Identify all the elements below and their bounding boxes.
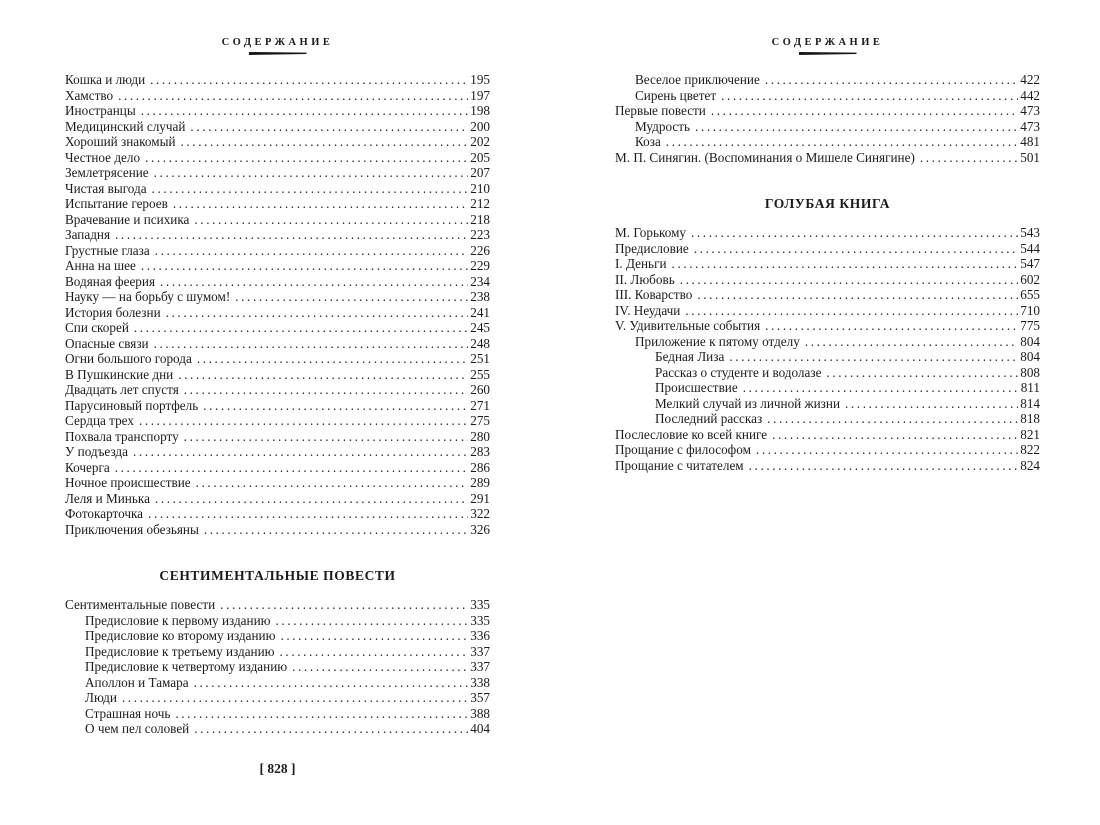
toc-entry-title: Предисловие к третьему изданию: [85, 643, 275, 659]
toc-entry-title: Рассказ о студенте и водолазе: [655, 364, 822, 380]
dot-leader: [694, 241, 1018, 257]
toc-entry-title: Предисловие к первому изданию: [85, 612, 271, 628]
toc-entry-page: 544: [1020, 240, 1040, 256]
toc-entry-title: Хамство: [65, 87, 114, 103]
toc-entry-page: 337: [470, 659, 490, 674]
dot-leader: [691, 225, 1018, 241]
toc-entry-page: 202: [470, 134, 490, 149]
toc-entry: [615, 380, 1040, 396]
toc-entry-title: Землетрясение: [65, 165, 149, 180]
toc-entry-page: 195: [470, 72, 490, 87]
toc-entry-title: IV. Неудачи: [615, 302, 681, 318]
page-header-right: [615, 36, 1040, 55]
toc-entry: [65, 196, 490, 212]
toc-entry-title: Сентиментальные повести: [65, 597, 216, 612]
page-number-footer: [ 828 ]: [259, 761, 296, 776]
toc-entry: [65, 613, 490, 629]
toc-entry: [615, 365, 1040, 381]
toc-entry-page: 326: [470, 521, 490, 537]
toc-entry: [65, 72, 490, 88]
dot-leader: [767, 411, 1018, 427]
dot-leader: [194, 212, 468, 228]
toc-entry-title: У подъезда: [65, 444, 128, 459]
toc-entry-title: Двадцать лет спустя: [65, 382, 179, 397]
toc-entry-title: О чем пел соловей: [85, 721, 190, 736]
toc-entry-title: Сирень цветет: [635, 87, 717, 103]
toc-sections-right: [615, 72, 1040, 473]
toc-entry-title: Похвала транспорту: [65, 428, 179, 444]
toc-entry: [615, 241, 1040, 257]
toc-entry-page: 814: [1020, 395, 1040, 411]
toc-entry-title: III. Коварство: [615, 287, 693, 302]
toc-entry-title: Люди: [85, 690, 117, 705]
toc-entry-page: 501: [1020, 149, 1040, 165]
toc-entry: [65, 491, 490, 507]
toc-entry: [65, 690, 490, 706]
toc-entry-title: Последний рассказ: [655, 411, 763, 426]
toc-entry-page: 337: [470, 643, 490, 659]
toc-entry-title: Парусиновый портфель: [65, 397, 199, 413]
toc-entry-page: 442: [1020, 87, 1040, 103]
toc-entry-page: 473: [1020, 103, 1040, 118]
toc-entry-page: 241: [470, 304, 490, 320]
toc-entry-title: Предисловие: [615, 240, 689, 256]
toc-entry-title: Фотокарточка: [65, 506, 144, 521]
dot-leader: [122, 690, 468, 706]
dot-leader: [292, 659, 468, 675]
toc-entry: [65, 675, 490, 691]
toc-entry: [615, 427, 1040, 443]
toc-entry: [615, 334, 1040, 350]
toc-entry-title: Предисловие к четвертому изданию: [85, 659, 288, 674]
toc-entry: [65, 351, 490, 367]
toc-entry-title: Кошка и люди: [65, 72, 146, 87]
toc-entry-title: М. П. Синягин. (Воспоминания о Мишеле Синягине): [615, 149, 915, 165]
toc-entry: [615, 88, 1040, 104]
toc-entry-title: Медицинский случай: [65, 118, 186, 134]
toc-entry-page: 248: [470, 335, 490, 351]
toc-entry-page: 818: [1020, 411, 1040, 426]
toc-entry-page: 271: [470, 397, 490, 413]
toc-entry-title: Иностранцы: [65, 103, 136, 118]
toc-entry-title: V. Удивительные события: [615, 318, 761, 333]
toc-entry-page: 245: [470, 320, 490, 335]
toc-entry-page: 207: [470, 165, 490, 180]
toc-entry-page: 280: [470, 428, 490, 444]
toc-entry: [615, 272, 1040, 288]
toc-entry: [615, 72, 1040, 88]
toc-entry: [615, 318, 1040, 334]
dot-leader: [765, 72, 1018, 88]
toc-entry-page: 473: [1020, 118, 1040, 134]
toc-entry: [615, 134, 1040, 150]
toc-entry-title: Происшествие: [655, 380, 738, 395]
toc-entry-title: М. Горькому: [615, 225, 687, 240]
dot-leader: [203, 398, 468, 414]
toc-entry: [65, 628, 490, 644]
toc-entry-title: Веселое приключение: [635, 72, 760, 87]
dot-leader: [154, 336, 469, 352]
dot-leader: [155, 491, 468, 507]
toc-entry: [615, 442, 1040, 458]
toc-entry: [615, 303, 1040, 319]
toc-entry: [65, 336, 490, 352]
toc-entry-title: Прощание с философом: [615, 442, 751, 457]
dot-leader: [141, 258, 468, 274]
dot-leader: [672, 256, 1019, 272]
toc-entry-title: Прощание с читателем: [615, 457, 744, 473]
dot-leader: [190, 119, 468, 135]
toc-entry-page: 602: [1020, 271, 1040, 287]
dot-leader: [685, 303, 1018, 319]
dot-leader: [155, 243, 468, 259]
toc-entry: [65, 88, 490, 104]
dot-leader: [805, 334, 1018, 350]
header-rule-icon: [249, 52, 307, 55]
toc-entry: [65, 289, 490, 305]
toc-entry-page: 422: [1020, 72, 1040, 87]
dot-leader: [220, 597, 468, 613]
toc-entry-title: Леля и Минька: [65, 490, 150, 506]
dot-leader: [756, 442, 1018, 458]
dot-leader: [196, 475, 469, 491]
toc-entry: [65, 367, 490, 383]
toc-entry-title: Водяная феерия: [65, 273, 156, 289]
toc-entry: [65, 320, 490, 336]
toc-entry: [65, 243, 490, 259]
toc-entry-title: Ночное происшествие: [65, 475, 191, 490]
page-right: [615, 36, 1040, 777]
toc-entry: [615, 256, 1040, 272]
dot-leader: [139, 413, 468, 429]
toc-entry: [65, 659, 490, 675]
toc-entry-page: 229: [470, 258, 490, 273]
toc-entry-title: Коза: [635, 134, 661, 149]
toc-entry-page: 404: [470, 721, 490, 736]
toc-entry-title: Спи скорей: [65, 320, 129, 335]
toc-entry-page: 547: [1020, 256, 1040, 271]
dot-leader: [680, 272, 1019, 288]
toc-entry-title: Грустные глаза: [65, 242, 150, 258]
dot-leader: [204, 522, 468, 538]
toc-entry-page: 543: [1020, 225, 1040, 240]
toc-entry: [65, 382, 490, 398]
toc-entry-title: Первые повести: [615, 103, 706, 118]
dot-leader: [721, 88, 1018, 104]
toc-entry-title: Испытание героев: [65, 196, 168, 211]
toc-entry-title: I. Деньги: [615, 256, 667, 271]
toc-entry-page: 283: [470, 444, 490, 459]
toc-entry: [65, 212, 490, 228]
dot-leader: [141, 103, 469, 119]
dot-leader: [765, 318, 1018, 334]
toc-entry-page: 481: [1020, 134, 1040, 149]
toc-entry-page: 251: [470, 351, 490, 366]
toc-sections-left: [65, 72, 490, 737]
dot-leader: [115, 227, 468, 243]
toc-entry: [65, 305, 490, 321]
dot-leader: [666, 134, 1018, 150]
toc-entry-page: 255: [470, 366, 490, 382]
running-head: СОДЕРЖАНИЕ: [771, 37, 884, 48]
toc-entry-title: Послесловие ко всей книге: [615, 426, 768, 442]
toc-entry-page: 205: [470, 149, 490, 165]
dot-leader: [826, 365, 1018, 381]
dot-leader: [154, 165, 469, 181]
toc-entry-title: Предисловие ко второму изданию: [85, 628, 276, 643]
toc-entry-title: Западня: [65, 227, 111, 242]
dot-leader: [160, 274, 468, 290]
toc-entry-title: Кочерга: [65, 459, 110, 475]
toc-entry-page: 335: [470, 612, 490, 628]
toc-entry: [65, 150, 490, 166]
toc-entry: [65, 460, 490, 476]
toc-entry-page: 821: [1020, 426, 1040, 442]
dot-leader: [194, 675, 469, 691]
dot-leader: [184, 429, 469, 445]
toc-entry-title: Приложение к пятому отделу: [635, 333, 800, 349]
dot-leader: [197, 351, 468, 367]
toc-entry: [65, 506, 490, 522]
toc-entry: [65, 165, 490, 181]
toc-entry: [65, 444, 490, 460]
toc-entry: [615, 349, 1040, 365]
toc-entry-page: 198: [470, 103, 490, 118]
section-heading: ГОЛУБАЯ КНИГА: [764, 196, 891, 211]
dot-leader: [845, 396, 1018, 412]
dot-leader: [695, 119, 1018, 135]
toc-entry-title: Мудрость: [635, 118, 691, 134]
dot-leader: [152, 181, 469, 197]
toc-entry-page: 822: [1020, 442, 1040, 457]
dot-leader: [166, 305, 469, 321]
toc-entry-page: 223: [470, 227, 490, 242]
toc-entry-title: Бедная Лиза: [655, 349, 725, 364]
toc-entry: [65, 274, 490, 290]
toc-entry: [615, 103, 1040, 119]
toc-entry: [65, 119, 490, 135]
toc-entry: [65, 227, 490, 243]
toc-entry-page: 218: [470, 211, 490, 227]
dot-leader: [148, 506, 468, 522]
toc-entry: [65, 644, 490, 660]
toc-entry: [65, 413, 490, 429]
toc-entry: [615, 396, 1040, 412]
toc-entry-page: 710: [1020, 302, 1040, 318]
running-head: СОДЕРЖАНИЕ: [221, 37, 334, 48]
toc-entry-title: Врачевание и психика: [65, 211, 190, 227]
dot-leader: [280, 628, 468, 644]
toc-entry-page: 210: [470, 180, 490, 196]
dot-leader: [276, 613, 469, 629]
toc-entry-page: 275: [470, 413, 490, 428]
toc-entry-title: Огни большого города: [65, 351, 192, 366]
toc-entry: [65, 475, 490, 491]
toc-entry: [65, 134, 490, 150]
dot-leader: [749, 458, 1019, 474]
toc-entry-page: 357: [470, 690, 490, 705]
dot-leader: [235, 289, 468, 305]
toc-entry-title: Опасные связи: [65, 335, 149, 351]
dot-leader: [920, 150, 1018, 166]
toc-entry: [615, 150, 1040, 166]
toc-entry-title: Анна на шее: [65, 258, 136, 273]
toc-entry-page: 336: [470, 628, 490, 643]
toc-entry-page: 804: [1020, 349, 1040, 364]
toc-entry-page: 289: [470, 475, 490, 490]
toc-entry: [65, 103, 490, 119]
toc-entry-page: 286: [470, 459, 490, 475]
toc-entry-page: 200: [470, 118, 490, 134]
toc-entry-title: Мелкий случай из личной жизни: [655, 395, 841, 411]
dot-leader: [194, 721, 468, 737]
dot-leader: [134, 320, 468, 336]
toc-entry-page: 655: [1020, 287, 1040, 302]
toc-entry-page: 808: [1020, 364, 1040, 380]
dot-leader: [729, 349, 1018, 365]
toc-entry-title: Науку — на борьбу с шумом!: [65, 289, 231, 304]
dot-leader: [697, 287, 1018, 303]
toc-entry: [615, 225, 1040, 241]
toc-entry: [65, 721, 490, 737]
toc-entry-page: 291: [470, 490, 490, 506]
toc-entry-page: 388: [470, 705, 490, 721]
toc-entry: [615, 287, 1040, 303]
toc-entry-title: Честное дело: [65, 149, 141, 165]
toc-entry: [615, 458, 1040, 474]
dot-leader: [173, 196, 468, 212]
section-heading: СЕНТИМЕНТАЛЬНЫЕ ПОВЕСТИ: [159, 568, 396, 583]
toc-entry: [65, 258, 490, 274]
toc-entry: [65, 706, 490, 722]
dot-leader: [184, 382, 468, 398]
dot-leader: [145, 150, 468, 166]
dot-leader: [711, 103, 1018, 119]
toc-entry-title: Сердца трех: [65, 413, 134, 428]
toc-entry: [65, 398, 490, 414]
toc-entry-page: 212: [470, 196, 490, 211]
toc-entry: [65, 597, 490, 613]
toc-entry-page: 775: [1020, 318, 1040, 333]
toc-entry-page: 335: [470, 597, 490, 612]
toc-entry-page: 226: [470, 242, 490, 258]
toc-entry-page: 260: [470, 382, 490, 397]
dot-leader: [133, 444, 468, 460]
dot-leader: [118, 88, 468, 104]
toc-entry: [65, 181, 490, 197]
toc-entry: [615, 119, 1040, 135]
toc-entry-title: Чистая выгода: [65, 180, 147, 196]
toc-entry-title: II. Любовь: [615, 271, 675, 287]
dot-leader: [150, 72, 468, 88]
toc-entry: [65, 429, 490, 445]
page-left: [65, 36, 490, 777]
toc-entry-page: 824: [1020, 457, 1040, 473]
toc-entry-title: Страшная ночь: [85, 705, 171, 721]
toc-entry: [615, 411, 1040, 427]
toc-entry-page: 338: [470, 674, 490, 690]
dot-leader: [743, 380, 1019, 396]
dot-leader: [772, 427, 1018, 443]
toc-entry: [65, 522, 490, 538]
toc-entry-title: Аполлон и Тамара: [85, 674, 189, 690]
toc-entry-page: 322: [470, 506, 490, 521]
dot-leader: [181, 134, 469, 150]
header-rule-icon: [799, 52, 857, 55]
page-header-left: [65, 36, 490, 55]
dot-leader: [178, 367, 468, 383]
dot-leader: [280, 644, 469, 660]
dot-leader: [115, 460, 468, 476]
toc-entry-page: 811: [1020, 380, 1040, 395]
toc-entry-page: 804: [1020, 333, 1040, 349]
toc-entry-title: История болезни: [65, 304, 161, 320]
toc-entry-title: Приключения обезьяны: [65, 521, 199, 537]
toc-entry-page: 238: [470, 289, 490, 304]
toc-entry-page: 234: [470, 273, 490, 289]
toc-entry-page: 197: [470, 87, 490, 103]
dot-leader: [175, 706, 468, 722]
toc-entry-title: Хороший знакомый: [65, 134, 176, 149]
toc-entry-title: В Пушкинские дни: [65, 366, 174, 382]
